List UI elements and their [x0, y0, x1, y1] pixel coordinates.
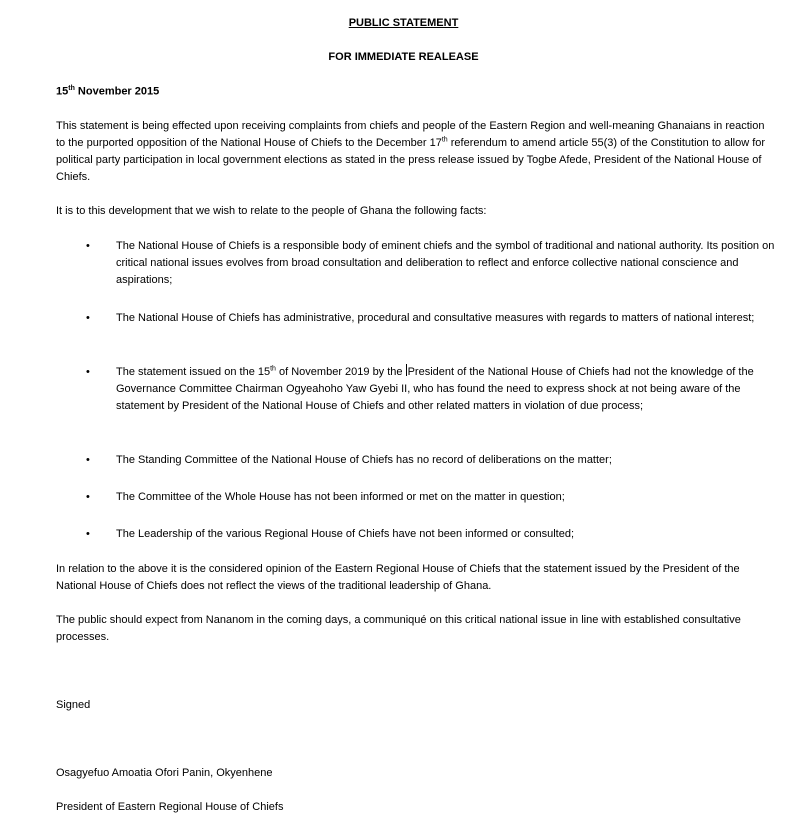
- bullet-marker: •: [86, 528, 90, 540]
- lead-paragraph: It is to this development that we wish to relate to the people of Ghana the following facts:: [56, 205, 487, 217]
- text-cursor: [406, 364, 407, 376]
- intro-text-1: This statement is being effected upon receiving complaints from chiefs and people of the Eastern Region and well-meaning Ghanaians in reaction to the purported opposition of the National House of Chiefs to the December 17: [56, 120, 765, 149]
- bullet-3-text-b: of November 2019 by the: [275, 366, 406, 378]
- document-title: PUBLIC STATEMENT: [348, 17, 459, 29]
- bullet-item-3: [116, 364, 776, 415]
- signed-label: Signed: [56, 699, 91, 711]
- bullet-item-2: The National House of Chiefs has administrative, procedural and consultative measures with regards to matters of national interest;: [116, 312, 755, 324]
- bullet-item-4: The Standing Committee of the National House of Chiefs has no record of deliberations on the matter;: [116, 454, 612, 466]
- intro-text-2: referendum to amend article 55(3) of the Constitution to allow for political party participation in local government elections as stated in the press release issued by Togbe Afede, President of the National House of Chiefs.: [56, 137, 766, 183]
- release-notice: FOR IMMEDIATE REALEASE: [328, 51, 479, 63]
- intro-paragraph: [56, 118, 771, 186]
- bullet-3-text-c: President of the National House of Chiefs had not the knowledge of the Governance Committee Chairman Ogyeahoho Yaw Gyebi II, who has found the need to express shock at not being aware of the statement by President of the National House of Chiefs and other related matters in violation of due process;: [116, 366, 754, 412]
- signatory-name: Osagyefuo Amoatia Ofori Panin, Okyenhene: [56, 767, 273, 779]
- date-rest: November 2015: [74, 85, 160, 98]
- bullet-marker: •: [86, 491, 90, 503]
- bullet-3-text-a: The statement issued on the 15: [116, 366, 271, 378]
- bullet-marker: •: [86, 366, 90, 378]
- bullet-marker: •: [86, 454, 90, 466]
- intro-sup: th: [441, 136, 448, 144]
- date-day: 15: [56, 85, 69, 98]
- public-paragraph: The public should expect from Nananom in the coming days, a communiqué on this critical national issue in line with established consultative processes.: [56, 614, 741, 643]
- bullet-marker: •: [86, 312, 90, 324]
- bullet-3-sup: th: [270, 365, 276, 373]
- bullet-marker: •: [86, 240, 90, 252]
- bullet-item-6: The Leadership of the various Regional House of Chiefs have not been informed or consulted;: [116, 528, 575, 540]
- bullet-item-1: The National House of Chiefs is a responsible body of eminent chiefs and the symbol of traditional and national authority. Its position on critical national issues evolves from broad consultation and deliberation to reflect and enforce collective national conscience and aspirations;: [116, 240, 775, 286]
- conclusion-paragraph: In relation to the above it is the considered opinion of the Eastern Regional House of Chiefs that the statement issued by the President of the National House of Chiefs does not reflect the views of the traditional leadership of Ghana.: [56, 563, 740, 592]
- date-suffix: th: [68, 85, 75, 92]
- signatory-position: President of Eastern Regional House of Chiefs: [56, 801, 284, 813]
- bullet-item-5: The Committee of the Whole House has not been informed or met on the matter in question;: [116, 491, 565, 503]
- statement-date: [56, 85, 159, 98]
